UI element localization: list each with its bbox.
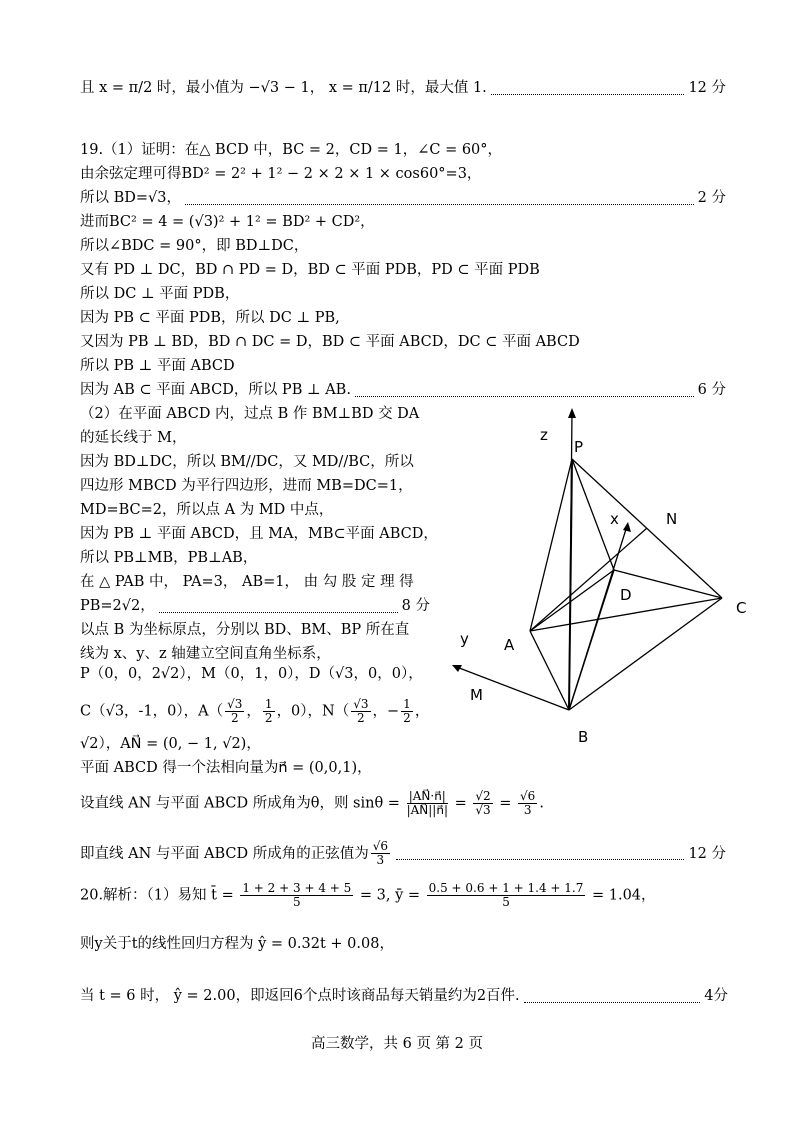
q19-p2-line: 在 △ PAB 中， PA=3， AB=1， 由 勾 股 定 理 得 — [80, 574, 414, 590]
text-span: ， — [246, 703, 261, 720]
text-span: 设直线 AN 与平面 ABCD 所成角为θ，则 sinθ = — [80, 795, 400, 812]
label-D: D — [620, 586, 632, 604]
text-span: = 1.04， — [591, 887, 656, 904]
label-A: A — [504, 636, 515, 654]
q19-line: 所以 DC ⊥ 平面 PDB， — [80, 286, 240, 302]
score: 2 分 — [697, 190, 726, 206]
denominator: 5 — [502, 895, 510, 909]
numerator: √6 — [520, 789, 536, 803]
score: 8 分 — [401, 598, 430, 614]
label-y: y — [460, 630, 469, 648]
fraction — [240, 882, 353, 909]
sine-angle-line — [80, 790, 544, 817]
fraction — [427, 882, 586, 909]
q19-line: 又有 PD ⊥ DC，BD ∩ PD = D，BD ⊂ 平面 PDB，PD ⊂ 平面 PDB — [80, 262, 540, 278]
answer-text: 所以 BD=√3， — [80, 190, 182, 206]
edge-BC — [569, 598, 722, 710]
numerator: 1 + 2 + 3 + 4 + 5 — [242, 881, 352, 895]
q19-p2-line: √2），AN⃗ = (0, − 1, √2)， — [80, 736, 261, 752]
text-span: t̄ = — [211, 887, 234, 904]
score: 12 分 — [688, 845, 726, 862]
dot-leader — [491, 82, 685, 95]
text-span: ，0），N（ — [276, 703, 350, 720]
coordinates-line — [80, 698, 429, 725]
q20-line-1 — [80, 882, 656, 909]
denominator: 2 — [230, 711, 239, 725]
edge-AB — [530, 631, 569, 710]
label-C: C — [736, 599, 747, 617]
denominator: 2 — [357, 711, 365, 725]
text-span: 20.解析：（1）易知 — [80, 887, 207, 904]
answer-text: 且 x = π/2 时，最小值为 −√3 − 1， x = π/12 时，最大值 1. — [80, 80, 487, 96]
geometry-figure — [440, 400, 770, 760]
q19-line-scored — [80, 380, 726, 400]
segment-AN — [530, 528, 647, 631]
text-span: = 3, ȳ = — [359, 887, 421, 904]
x-arrow — [623, 522, 631, 532]
denominator: √3 — [475, 803, 491, 817]
numerator: 1 — [264, 697, 273, 711]
answer-line-q18-end — [80, 78, 726, 98]
q19-line: 19.（1）证明：在△ BCD 中，BC = 2，CD = 1，∠C = 60°， — [80, 142, 503, 158]
fraction — [225, 698, 244, 725]
fraction — [371, 840, 390, 867]
q19-p2-line: 以点 B 为坐标原点，分别以 BD、BM、BP 所在直 — [80, 622, 410, 638]
q19-line: 所以 PB ⊥ 平面 ABCD — [80, 358, 235, 374]
score: 12 分 — [688, 80, 726, 96]
dot-leader — [396, 847, 684, 860]
text-span: ，− — [372, 703, 400, 720]
q20-line-2: 则y关于t的线性回归方程为 ŷ = 0.32t + 0.08， — [80, 936, 394, 952]
q19-p2-line: P（0，0，2√2），M（0，1，0），D（√3，0，0）， — [80, 666, 423, 682]
numerator: √6 — [372, 839, 388, 853]
numerator: √3 — [353, 697, 369, 711]
score: 6 分 — [697, 382, 726, 398]
score: 4分 — [704, 988, 728, 1004]
numerator: √3 — [227, 697, 243, 711]
q19-p2-line: （2）在平面 ABCD 内，过点 B 作 BM⊥BD 交 DA — [80, 406, 420, 422]
q19-p2-line: MD=BC=2，所以点 A 为 MD 中点， — [80, 502, 334, 518]
text-span: C（√3，-1，0），A（ — [80, 703, 224, 720]
answer-text: PB=2√2， — [80, 598, 155, 614]
q19-p2-line: 四边形 MBCD 为平行四边形，进而 MB=DC=1， — [80, 478, 413, 494]
dot-leader — [185, 192, 694, 205]
q19-p2-line: 的延长线于 M， — [80, 430, 187, 446]
numerator: 0.5 + 0.6 + 1 + 1.4 + 1.7 — [428, 881, 584, 895]
label-B: B — [578, 728, 589, 746]
q19-p2-line-scored — [80, 596, 430, 616]
q19-line: 又因为 PB ⊥ BD，BD ∩ DC = D，BD ⊂ 平面 ABCD，DC ⊂ 平面 ABCD — [80, 334, 580, 350]
q19-p2-line: 因为 BD⊥DC，所以 BM//DC，又 MD//BC，所以 — [80, 454, 414, 470]
q19-final-line — [80, 840, 726, 867]
q19-p2-line: 平面 ABCD 得一个法相向量为n⃗ = (0,0,1)， — [80, 760, 372, 776]
fraction — [473, 790, 492, 817]
label-z: z — [540, 426, 548, 444]
denominator: 3 — [523, 803, 532, 817]
q19-line: 由余弦定理可得BD² = 2² + 1² − 2 × 2 × 1 × cos60°=3， — [80, 166, 482, 182]
z-arrow — [568, 408, 576, 418]
q19-line-scored — [80, 188, 726, 208]
answer-text: 当 t = 6 时， ŷ = 2.00，即返回6个点时该商品每天销量约为2百件. — [80, 988, 520, 1004]
denominator: 2 — [403, 711, 411, 725]
q19-p2-line: 所以 PB⊥MB，PB⊥AB， — [80, 550, 258, 566]
q19-line: 进而BC² = 4 = (√3)² + 1² = BD² + CD²， — [80, 214, 375, 230]
edge-PD — [572, 459, 614, 570]
q19-line: 因为 PB ⊂ 平面 PDB，所以 DC ⊥ PB, — [80, 310, 340, 326]
numerator: √2 — [475, 789, 491, 803]
label-N: N — [666, 510, 678, 528]
label-P: P — [574, 438, 584, 456]
q19-p2-line: 线为 x、y、z 轴建立空间直角坐标系， — [80, 646, 331, 662]
denominator: 3 — [376, 853, 385, 867]
fraction — [401, 698, 413, 725]
text-span: ， — [414, 703, 430, 720]
answer-text: 即直线 AN 与平面 ABCD 所成角的正弦值为 — [80, 845, 369, 862]
answer-text: 因为 AB ⊂ 平面 ABCD，所以 PB ⊥ AB. — [80, 382, 351, 398]
label-x: x — [610, 510, 619, 528]
dot-leader — [355, 384, 694, 397]
numerator: 1 — [403, 697, 411, 711]
denominator: 2 — [264, 711, 273, 725]
fraction — [351, 698, 370, 725]
fraction — [263, 698, 275, 725]
q19-p2-line: 因为 PB ⊥ 平面 ABCD，且 MA，MB⊂平面 ABCD， — [80, 526, 438, 542]
text-span: = — [499, 795, 512, 812]
label-M: M — [470, 686, 483, 704]
dot-leader — [159, 600, 398, 613]
denominator: 5 — [293, 895, 301, 909]
q20-line-3 — [80, 986, 728, 1006]
page-footer: 高三数学，共 6 页 第 2 页 — [311, 1036, 483, 1052]
text-span: = — [454, 795, 467, 812]
numerator: |AN⃗·n⃗| — [407, 790, 448, 804]
dot-leader — [524, 990, 701, 1003]
fraction — [407, 790, 448, 817]
text-span: . — [539, 795, 544, 812]
denominator: |AN⃗||n⃗| — [406, 803, 448, 817]
q19-line: 所以∠BDC = 90°，即 BD⊥DC， — [80, 238, 309, 254]
fraction — [518, 790, 537, 817]
